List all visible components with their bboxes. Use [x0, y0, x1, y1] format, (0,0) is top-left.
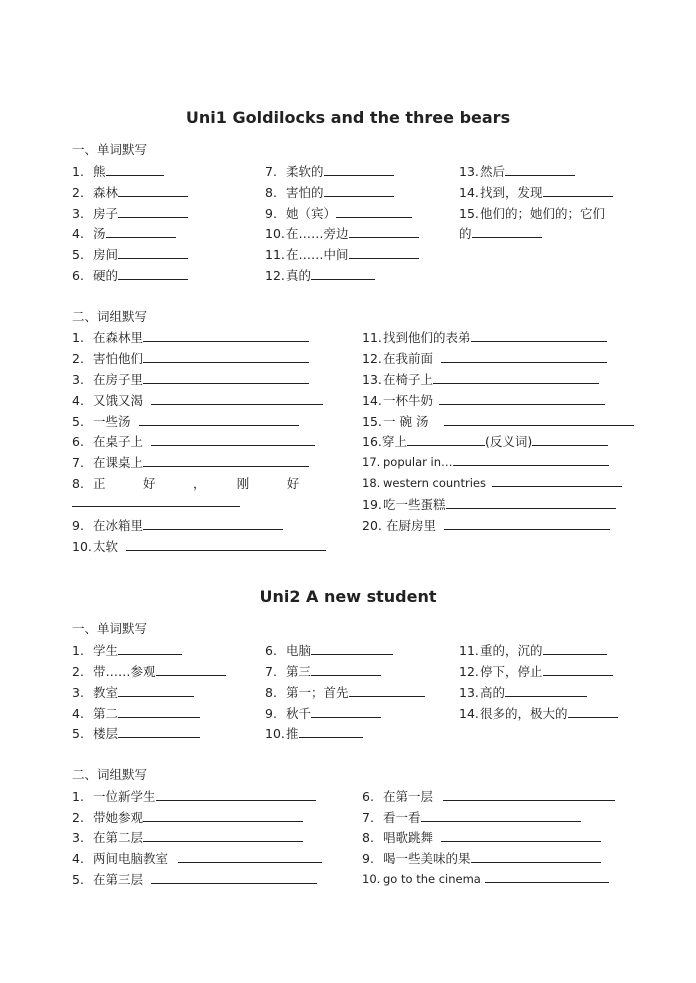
phrase-item — [362, 828, 601, 846]
item-text: 楼层 — [93, 726, 119, 741]
item-text: 她（宾） — [286, 206, 337, 221]
answer-blank[interactable] — [505, 163, 575, 176]
phrase-item — [362, 474, 622, 490]
item-number: 13. — [459, 685, 479, 700]
item-text: popular in… — [383, 455, 453, 469]
item-text: 硬的 — [93, 268, 119, 283]
item-text: 一 碗 汤 — [383, 414, 429, 429]
item-number: 9. — [265, 706, 277, 721]
word-item — [72, 662, 226, 680]
answer-blank[interactable] — [349, 246, 419, 259]
answer-blank[interactable] — [178, 850, 322, 863]
item-number: 5. — [72, 872, 84, 887]
item-number: 2. — [72, 664, 84, 679]
answer-blank[interactable] — [311, 267, 375, 280]
item-text: 他们的；她们的；它们 — [480, 206, 606, 221]
phrase-item — [72, 370, 309, 388]
item-text: 害怕他们 — [93, 351, 144, 366]
word-item — [72, 224, 176, 242]
phrase-item — [72, 349, 309, 367]
answer-blank[interactable] — [485, 870, 609, 883]
phrase-item — [72, 787, 316, 805]
phrase-item — [362, 849, 601, 867]
answer-blank[interactable] — [143, 517, 283, 530]
answer-blank[interactable] — [446, 496, 616, 509]
word-item — [265, 183, 394, 201]
unit1-word-heading: 一、单词默写 — [72, 142, 148, 157]
answer-blank[interactable] — [118, 184, 188, 197]
item-number: 4. — [72, 706, 84, 721]
phrase-item — [362, 808, 581, 826]
item-text: 在第一层 — [383, 789, 434, 804]
answer-blank[interactable] — [118, 725, 200, 738]
item-text: 第二 — [93, 706, 119, 721]
item-text: 在冰箱里 — [93, 518, 144, 533]
answer-blank[interactable] — [143, 371, 309, 384]
item-text: 找到他们的表弟 — [383, 330, 471, 345]
answer-blank[interactable] — [156, 788, 316, 801]
answer-blank[interactable] — [311, 663, 381, 676]
word-item — [459, 162, 575, 180]
item-number: 17. — [362, 455, 381, 469]
item-text: 房间 — [93, 247, 119, 262]
answer-blank[interactable] — [118, 205, 188, 218]
word-item — [459, 662, 613, 680]
unit1-phrase-heading: 二、词组默写 — [72, 309, 148, 324]
answer-blank[interactable] — [505, 684, 587, 697]
item-text: 太软 — [93, 539, 119, 554]
item-text: 教室 — [93, 685, 119, 700]
item-text: 两间电脑教室 — [93, 851, 169, 866]
word-item — [265, 204, 412, 222]
answer-blank[interactable] — [336, 205, 412, 218]
item-number: 11. — [362, 330, 382, 345]
item-text: western countries — [383, 476, 486, 490]
answer-blank[interactable] — [118, 246, 188, 259]
item-text: 在……旁边 — [286, 226, 349, 241]
word-item — [265, 162, 394, 180]
answer-blank[interactable] — [118, 642, 182, 655]
item-text: 秋千 — [286, 706, 312, 721]
word-item — [72, 641, 182, 659]
phrase-item — [362, 349, 607, 367]
item-text: 在森林里 — [93, 330, 144, 345]
item-number: 2. — [72, 810, 84, 825]
word-item — [72, 183, 188, 201]
item-number: 19. — [362, 497, 382, 512]
item-text: 在我前面 — [383, 351, 434, 366]
answer-blank[interactable] — [126, 538, 326, 551]
answer-blank[interactable] — [143, 454, 309, 467]
answer-blank[interactable] — [471, 850, 601, 863]
phrase-item — [362, 412, 634, 430]
answer-blank[interactable] — [151, 871, 317, 884]
answer-blank[interactable] — [492, 474, 622, 487]
word-item — [72, 204, 188, 222]
item-text: 带……参观 — [93, 664, 156, 679]
word-item — [72, 162, 164, 180]
phrase-item — [72, 391, 323, 409]
item-text: 汤 — [93, 226, 106, 241]
item-number: 9. — [72, 518, 84, 533]
answer-blank[interactable] — [439, 392, 605, 405]
answer-blank[interactable] — [443, 788, 615, 801]
item-text: 电脑 — [286, 643, 312, 658]
item-text: 高的 — [480, 685, 506, 700]
word-item — [459, 683, 587, 701]
item-number: 11. — [265, 247, 285, 262]
item-text: 穿上 — [382, 434, 408, 449]
answer-blank[interactable] — [543, 663, 613, 676]
phrase-item — [362, 391, 605, 409]
word-item — [265, 662, 381, 680]
item-number: 9. — [362, 851, 374, 866]
answer-blank[interactable] — [143, 829, 303, 842]
item-text: 学生 — [93, 643, 119, 658]
answer-blank[interactable] — [543, 642, 607, 655]
item-number: 16. — [362, 434, 382, 449]
phrase-item — [72, 537, 326, 555]
item-text: 推 — [286, 726, 299, 741]
item-text: 害怕的 — [286, 185, 324, 200]
item-number: 6. — [265, 643, 277, 658]
answer-blank[interactable] — [421, 809, 581, 822]
phrase-item — [72, 328, 309, 346]
unit2-title: Uni2 A new student — [259, 587, 437, 606]
item-text: 在……中间 — [286, 247, 349, 262]
item-number: 10. — [265, 726, 285, 741]
item-text: 在第二层 — [93, 830, 144, 845]
answer-blank[interactable] — [444, 413, 634, 426]
item-number: 1. — [72, 164, 84, 179]
item-number: 15. — [362, 414, 382, 429]
word-item — [265, 224, 419, 242]
phrase-item — [72, 432, 315, 450]
item-text: 重的，沉的 — [480, 643, 543, 658]
item-number: 2. — [72, 351, 84, 366]
item-number: 9. — [265, 206, 277, 221]
item-number: 4. — [72, 226, 84, 241]
item-number: 18. — [362, 476, 381, 490]
item-number: 14. — [362, 393, 382, 408]
answer-blank[interactable] — [106, 163, 164, 176]
item-number: 4. — [72, 851, 84, 866]
answer-blank[interactable] — [151, 392, 323, 405]
item-text: 真的 — [286, 268, 312, 283]
answer-blank[interactable] — [118, 684, 194, 697]
item-text: 在房子里 — [93, 372, 144, 387]
item-text: 在课桌上 — [93, 455, 144, 470]
item-text: 在第三层 — [93, 872, 144, 887]
item-number: 5. — [72, 726, 84, 741]
phrase-item — [72, 516, 283, 534]
answer-blank[interactable] — [532, 433, 608, 446]
answer-blank[interactable] — [118, 705, 200, 718]
item-text: 熊 — [93, 164, 106, 179]
item-number: 11. — [459, 643, 479, 658]
item-text: 喝一些美味的果 — [383, 851, 471, 866]
answer-blank[interactable] — [444, 517, 610, 530]
phrase-item — [362, 870, 609, 886]
item-number: 1. — [72, 789, 84, 804]
answer-blank[interactable] — [349, 225, 419, 238]
answer-blank[interactable] — [139, 413, 299, 426]
item-number: 14. — [459, 706, 479, 721]
answer-blank[interactable] — [156, 663, 226, 676]
item-text: 房子 — [93, 206, 119, 221]
item-text: 在厨房里 — [386, 518, 437, 533]
answer-blank[interactable] — [311, 705, 381, 718]
answer-blank[interactable] — [568, 705, 618, 718]
answer-blank[interactable] — [407, 433, 485, 446]
item-text: 又饿又渴 — [93, 393, 144, 408]
item-number: 12. — [362, 351, 382, 366]
item-number: 6. — [72, 268, 84, 283]
answer-blank[interactable] — [143, 329, 309, 342]
word-item — [72, 704, 200, 722]
item-text: 一杯牛奶 — [383, 393, 434, 408]
phrase-item — [72, 849, 322, 867]
item-number: 10. — [72, 539, 92, 554]
item-text: (反义词) — [485, 434, 533, 449]
item-number: 12. — [265, 268, 285, 283]
item-number: 15. — [459, 206, 479, 221]
answer-blank[interactable] — [453, 453, 609, 466]
phrase-item — [362, 432, 608, 450]
item-text: 的 — [459, 226, 472, 241]
item-text: 唱歌跳舞 — [383, 830, 434, 845]
item-number: 3. — [72, 206, 84, 221]
answer-blank[interactable] — [299, 725, 363, 738]
answer-blank[interactable] — [143, 809, 303, 822]
phrase-item — [72, 808, 303, 826]
item-text: 正 好 ， 刚 好 — [93, 476, 300, 491]
item-text: 在桌子上 — [93, 434, 144, 449]
phrase-item — [362, 495, 616, 513]
word-item — [459, 641, 607, 659]
phrase-item — [72, 828, 303, 846]
item-number: 12. — [459, 664, 479, 679]
item-number: 13. — [362, 372, 382, 387]
item-number: 8. — [362, 830, 374, 845]
word-item — [72, 724, 200, 742]
phrase-item — [362, 516, 610, 534]
item-number: 10. — [362, 872, 381, 886]
word-item — [72, 683, 194, 701]
word-item — [265, 724, 363, 742]
phrase-item — [72, 870, 317, 888]
item-text: 然后 — [480, 164, 506, 179]
word-item — [265, 245, 419, 263]
unit1-title: Uni1 Goldilocks and the three bears — [185, 108, 511, 127]
word-item — [72, 245, 188, 263]
item-text: 看一看 — [383, 810, 421, 825]
phrase-item — [362, 328, 607, 346]
item-text: 吃一些蛋糕 — [383, 497, 446, 512]
item-number: 8. — [265, 185, 277, 200]
word-item — [265, 641, 393, 659]
word-item — [265, 704, 381, 722]
phrase-item — [362, 453, 609, 469]
answer-blank[interactable] — [349, 684, 425, 697]
item-number: 4. — [72, 393, 84, 408]
item-number: 13. — [459, 164, 479, 179]
item-number: 3. — [72, 830, 84, 845]
phrase-item — [72, 474, 299, 492]
answer-blank[interactable] — [441, 350, 607, 363]
phrase-item — [72, 453, 309, 471]
word-item — [265, 683, 425, 701]
item-text: 带她参观 — [93, 810, 144, 825]
word-item — [459, 204, 605, 222]
word-item — [459, 224, 542, 242]
item-number: 6. — [72, 434, 84, 449]
word-item — [459, 183, 613, 201]
answer-blank[interactable] — [143, 350, 309, 363]
item-number: 3. — [72, 685, 84, 700]
phrase-item — [72, 412, 299, 430]
answer-blank[interactable] — [441, 829, 601, 842]
item-number: 8. — [265, 685, 277, 700]
answer-blank[interactable] — [433, 371, 599, 384]
answer-blank[interactable] — [106, 225, 176, 238]
phrase-item — [362, 370, 599, 388]
answer-blank[interactable] — [118, 267, 188, 280]
item-text: 第一；首先 — [286, 685, 349, 700]
item-text: 在椅子上 — [383, 372, 434, 387]
unit2-phrase-heading: 二、词组默写 — [72, 767, 148, 782]
word-item — [265, 266, 375, 284]
answer-blank[interactable] — [324, 184, 394, 197]
item-number: 5. — [72, 414, 84, 429]
item-number: 20. — [362, 518, 382, 533]
item-text: 第三 — [286, 664, 312, 679]
answer-blank[interactable] — [543, 184, 613, 197]
item-number: 3. — [72, 372, 84, 387]
item-number: 8. — [72, 476, 84, 491]
item-number: 7. — [362, 810, 374, 825]
item-number: 5. — [72, 247, 84, 262]
item-text: 很多的，极大的 — [480, 706, 568, 721]
phrase-item — [362, 787, 615, 805]
item-number: 10. — [265, 226, 285, 241]
item-number: 2. — [72, 185, 84, 200]
unit2-word-heading: 一、单词默写 — [72, 621, 148, 636]
item-number: 7. — [72, 455, 84, 470]
answer-blank[interactable] — [311, 642, 393, 655]
answer-blank[interactable] — [151, 433, 315, 446]
item-text: 停下，停止 — [480, 664, 543, 679]
word-item — [459, 704, 618, 722]
item-text: 一位新学生 — [93, 789, 156, 804]
answer-blank[interactable] — [72, 506, 240, 507]
item-text: 一些汤 — [93, 414, 131, 429]
item-number: 6. — [362, 789, 374, 804]
item-text: 森林 — [93, 185, 119, 200]
item-number: 14. — [459, 185, 479, 200]
item-text: 柔软的 — [286, 164, 324, 179]
item-number: 1. — [72, 330, 84, 345]
answer-blank[interactable] — [471, 329, 607, 342]
item-number: 1. — [72, 643, 84, 658]
item-text: 找到，发现 — [480, 185, 543, 200]
item-number: 7. — [265, 164, 277, 179]
item-number: 7. — [265, 664, 277, 679]
word-item — [72, 266, 188, 284]
answer-blank[interactable] — [472, 225, 542, 238]
item-text: go to the cinema — [383, 872, 481, 886]
answer-blank[interactable] — [324, 163, 394, 176]
